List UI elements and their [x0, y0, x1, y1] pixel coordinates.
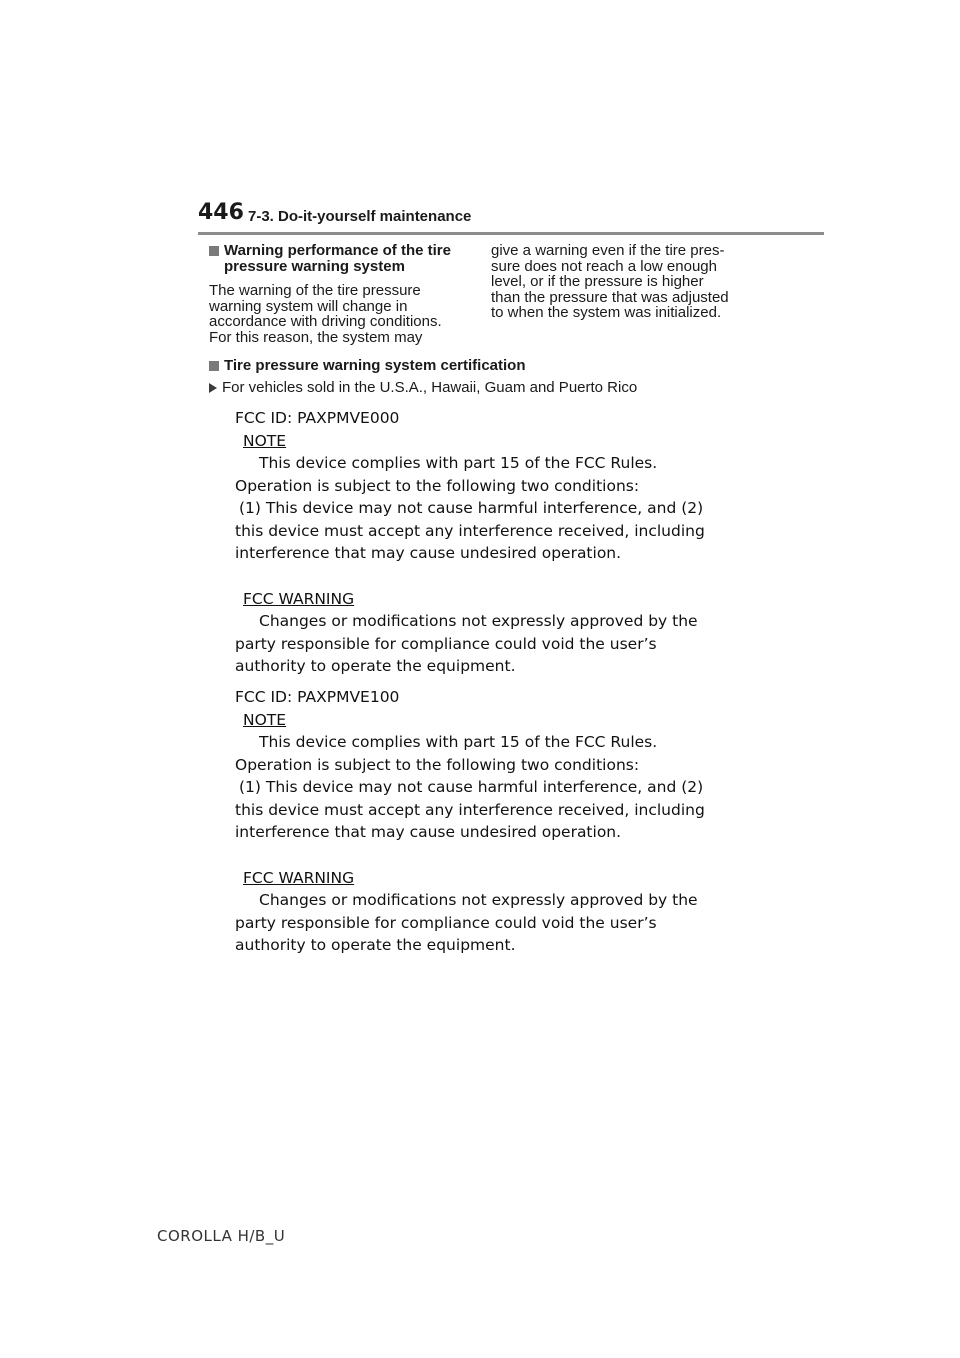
section-title: 7-3. Do-it-yourself maintenance	[248, 208, 472, 225]
square-bullet-icon	[209, 361, 219, 371]
fcc-id: FCC ID: PAXPMVE000	[235, 409, 400, 427]
note-line: (1) This device may not cause harmful interference, and (2)	[239, 778, 704, 796]
warning-performance-right-column	[491, 243, 755, 321]
fcc-id: FCC ID: PAXPMVE100	[235, 688, 400, 706]
body-line: than the pressure that was adjusted	[491, 288, 729, 306]
region-text: For vehicles sold in the U.S.A., Hawaii, Guam and Puerto Rico	[222, 379, 638, 396]
fcc-label-block	[235, 686, 735, 957]
certification-heading-text: Tire pressure warning system certification	[224, 357, 526, 374]
body-line: The warning of the tire pressure	[209, 282, 421, 299]
body-line: accordance with driving conditions.	[209, 313, 442, 330]
note-line: Operation is subject to the following two conditions:	[235, 755, 640, 774]
fcc-warning-label: FCC WARNING	[243, 868, 355, 887]
note-label: NOTE	[243, 431, 287, 450]
note-line: Operation is subject to the following two conditions:	[235, 476, 640, 495]
footer-model: COROLLA H/B_U	[157, 1227, 286, 1245]
page-number: 446	[198, 200, 244, 225]
warning-line: authority to operate the equipment.	[235, 657, 516, 675]
warning-performance-heading	[209, 243, 473, 274]
note-line: This device complies with part 15 of the FCC Rules.	[259, 733, 658, 751]
warning-performance-heading-text: Warning performance of the tire pressure warning system	[224, 242, 451, 275]
certification-heading	[209, 357, 526, 374]
warning-line: Changes or modifications not expressly approved by the	[259, 612, 698, 630]
body-line: level, or if the pressure is higher	[491, 273, 704, 290]
note-label: NOTE	[243, 710, 287, 729]
body-line: For this reason, the system may	[209, 328, 423, 346]
warning-line: Changes or modifications not expressly approved by the	[259, 891, 698, 909]
header-rule	[198, 232, 824, 235]
body-line: give a warning even if the tire pres-	[491, 242, 725, 259]
warning-performance-body-left	[209, 283, 473, 345]
note-line: (1) This device may not cause harmful interference, and (2)	[239, 499, 704, 517]
body-line: sure does not reach a low enough	[491, 257, 717, 275]
note-line: interference that may cause undesired operation.	[235, 544, 622, 562]
triangle-bullet-icon	[209, 383, 217, 393]
warning-line: party responsible for compliance could void the user’s	[235, 913, 657, 932]
note-line: This device complies with part 15 of the FCC Rules.	[259, 454, 658, 472]
note-line: interference that may cause undesired operation.	[235, 823, 622, 841]
warning-performance-left-column	[209, 243, 473, 345]
warning-performance-body-right	[491, 243, 755, 321]
body-line: to when the system was initialized.	[491, 304, 722, 321]
fcc-warning-label: FCC WARNING	[243, 589, 355, 608]
fcc-label-block	[235, 407, 735, 678]
body-line: warning system will change in	[209, 297, 408, 315]
warning-line: party responsible for compliance could void the user’s	[235, 634, 657, 653]
region-item	[209, 379, 637, 396]
square-bullet-icon	[209, 246, 219, 256]
warning-line: authority to operate the equipment.	[235, 936, 516, 954]
note-line: this device must accept any interference received, including	[235, 800, 705, 819]
note-line: this device must accept any interference received, including	[235, 521, 705, 540]
